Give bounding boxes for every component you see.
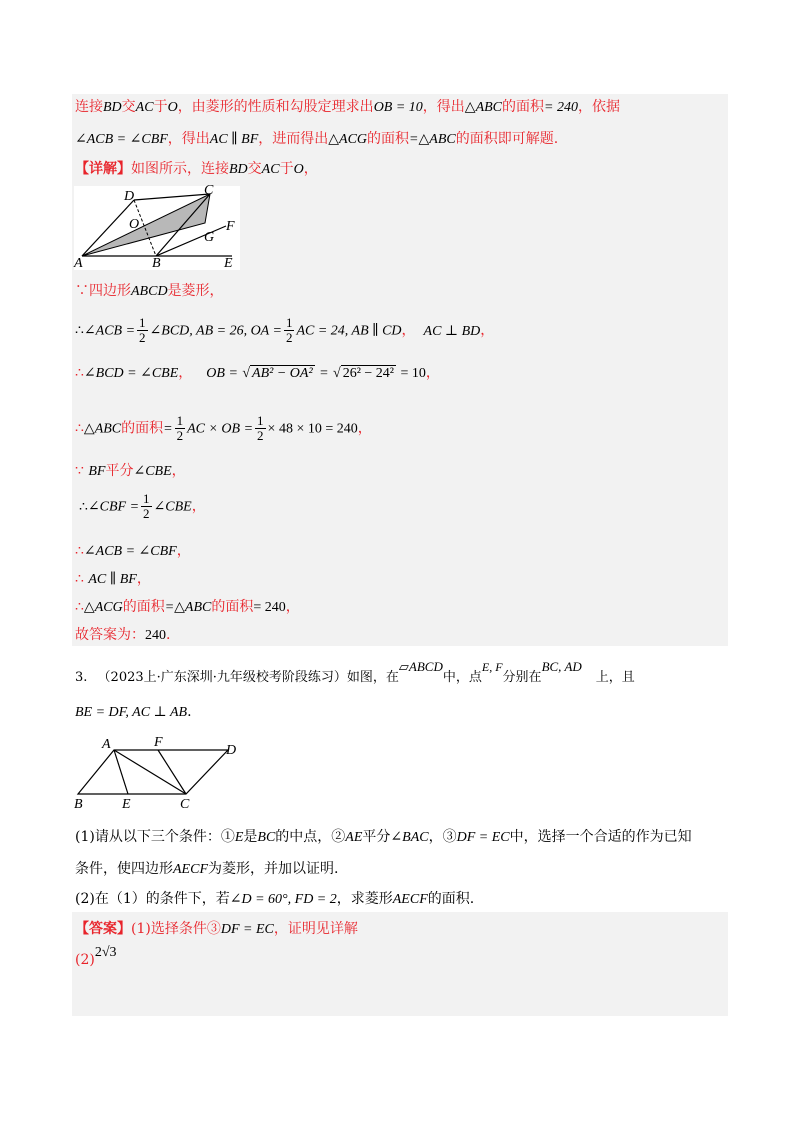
text: 为菱形，并加以证明. [208,861,339,877]
text: 的面积 [367,131,410,147]
text: 故答案为： [75,627,145,643]
therefore-symbol: ∴ [79,498,88,515]
math: ∠BCD = ∠CBE [83,366,179,381]
text: ， [425,365,440,381]
text: ，进而得出 [258,131,329,147]
text: ， [357,420,372,437]
math: DF = EC [220,922,274,937]
step-3 [75,362,440,382]
math: AC = 24, AB ∥ CD [296,323,402,339]
math: OB = 10 [373,100,423,115]
label-f: F [154,735,163,750]
math: AC [261,162,280,177]
text: 的面积即可解题. [455,131,559,147]
text: (1)选择条件③ [131,921,221,937]
label-d: D [124,189,135,204]
step-6 [75,492,206,521]
denominator: 2 [257,428,264,443]
text: ，依据 [577,99,620,115]
text: ， [171,463,186,479]
math: ∠ACB = ∠CBF [75,132,168,147]
label-f: F [226,219,235,234]
analysis-line-1 [75,96,620,116]
text: (1)请从以下三个条件：① [75,829,235,845]
text: ， [303,161,318,177]
math: ∠BCD, AB = 26, OA = [149,323,282,339]
math: AECF [173,862,208,877]
text: ， [191,498,206,515]
text: ，得出 [422,99,465,115]
problem-3-stem [75,659,635,685]
text: 中，点 [442,670,482,685]
text: 平分 [362,829,391,845]
problem-number: 3. [75,670,88,685]
label-a: A [102,737,111,752]
math: = [163,421,173,437]
question-2 [75,888,474,908]
text: ，证明见详解 [273,921,358,937]
therefore-symbol: ∴ [75,420,84,437]
text: 的面积 [122,599,165,615]
answer-tag: 【答案】 [75,921,131,937]
math: = 240 [253,600,286,615]
math: AC × OB = [187,421,254,437]
math: △ACG [328,132,368,147]
text: 如图所示，连接 [131,161,229,177]
text: 中，选择一个合适的作为已知 [509,829,692,845]
math: ABCD [131,284,168,299]
math: AC ∥ BF [88,572,137,587]
answer-2 [75,945,117,969]
question-1 [75,826,692,846]
text: . [187,704,192,720]
text: 于 [279,161,294,177]
answer-1 [75,918,358,938]
sqrt: √ 26² − 24² [333,366,394,381]
label-c: C [204,183,214,198]
text: 是菱形， [167,283,224,299]
math: ∠CBE [133,464,172,479]
math: BE = DF, AC ⊥ AB [75,705,188,720]
radicand: 26² − 24² [342,366,394,381]
math: BD [229,162,248,177]
final-answer [75,624,170,644]
math: × 48 × 10 = 240 [267,421,358,437]
numerator: 1 [176,413,184,428]
math: = 240 [544,100,578,115]
radicand: AB² − OA² [252,366,313,381]
text: ， [285,599,300,615]
label-b: B [152,256,161,271]
math: = 10 [400,366,426,381]
text: 的面积. [427,891,475,907]
line-fc [158,750,186,794]
fraction [137,316,148,345]
label-o: O [129,217,140,232]
text: 交 [121,99,136,115]
math: E, F [481,660,503,674]
math: AC [135,100,154,115]
therefore-symbol: ∴ [75,571,84,587]
label-e: E [122,797,131,812]
text: ，③ [428,829,457,845]
math: ∠BAC [390,830,429,845]
label-e: E [224,256,233,271]
step-5 [75,460,186,480]
math: DF = EC [456,830,510,845]
math: ∠ACB = ∠CBF [83,544,177,559]
therefore-symbol: ∴ [75,599,84,615]
denominator: 2 [176,428,184,443]
fraction [141,492,152,521]
text: ， [178,365,193,381]
analysis-line-2 [75,128,558,148]
text: 交 [247,161,262,177]
text: 平分 [105,463,134,479]
text: 的面积 [211,599,254,615]
therefore-symbol: ∴ [75,543,84,559]
detail-header [75,158,318,178]
text: 于 [153,99,168,115]
step-7 [75,540,191,560]
text: 条件，使四边形 [75,861,173,877]
label-b: B [74,797,83,812]
math: OB = [206,366,238,381]
parallelogram-abcd [78,750,228,794]
fraction [284,316,295,345]
text: 连接 [75,99,103,115]
text: ，求菱形 [336,891,393,907]
problem-3-condition [75,704,192,721]
text: 的面积 [121,420,164,437]
step-9 [75,596,300,616]
rhombus-figure-1 [74,183,240,271]
step-8 [75,568,151,588]
text: ， [176,543,191,559]
math: ∠ACB = [83,323,136,339]
step-1 [75,280,224,300]
denominator: 2 [143,506,150,521]
numerator: 1 [285,315,293,330]
sqrt: √ AB² − OA² [242,366,313,381]
denominator: 2 [285,330,293,345]
text: ， [401,322,416,339]
text: （2023上·广东深圳·九年级校考阶段练习）如图，在 [97,670,399,685]
numerator: 1 [143,491,150,506]
math: AC ∥ BF [209,132,259,147]
math: O [167,100,178,115]
text: (2) [75,952,95,968]
numerator: 1 [257,413,264,428]
denominator: 2 [139,330,146,345]
text: 的面积 [502,99,545,115]
label-a: A [74,256,83,271]
therefore-symbol: ∴ [75,365,84,381]
text: ， [480,322,495,339]
math: AECF [392,892,428,907]
math: BC [257,830,276,845]
answer-value: 2√3 [94,945,117,960]
math: △ABC [464,100,503,115]
math: ▱ABCD [398,659,443,674]
text: (2)在（1）的条件下，若 [75,891,230,907]
text: . [166,627,171,643]
detail-tag: 【详解】 [75,161,131,177]
math: BD [103,100,122,115]
because-symbol: ∵ [75,283,89,299]
label-c: C [180,797,190,812]
numerator: 1 [139,315,146,330]
text: 四边形 [89,283,131,299]
fraction [175,414,186,443]
because-symbol: ∵ [75,463,84,479]
step-4 [75,414,372,443]
math: △ABC [83,421,122,437]
math: E [234,830,244,845]
math: =△ABC [409,132,456,147]
math: = [319,366,329,381]
math: BC, AD [541,659,582,674]
question-1-cont [75,858,338,878]
text: 的中点，② [275,829,346,845]
math: △ACG [83,600,123,615]
text: 是 [243,829,258,845]
text: ，得出 [167,131,210,147]
math: ∠D = 60°, FD = 2 [229,892,337,907]
answer-value: 240 [145,628,166,643]
label-g: G [204,230,215,245]
text: 分别在 [502,670,542,685]
math: AC ⊥ BD [423,323,481,339]
math: BF [88,464,106,479]
math: ∠CBF = [87,499,140,515]
text: ，由菱形的性质和勾股定理求出 [177,99,374,115]
math: ∠CBE [153,499,192,515]
step-2 [75,316,494,345]
math: O [293,162,304,177]
therefore-symbol: ∴ [75,322,84,339]
line-ac [114,750,186,794]
text: ， [136,571,151,587]
fraction [255,414,266,443]
text: 上，且 [595,670,635,685]
parallelogram-figure-2 [74,735,237,812]
math: =△ABC [164,600,212,615]
math: AE [345,830,363,845]
label-d: D [226,743,237,758]
